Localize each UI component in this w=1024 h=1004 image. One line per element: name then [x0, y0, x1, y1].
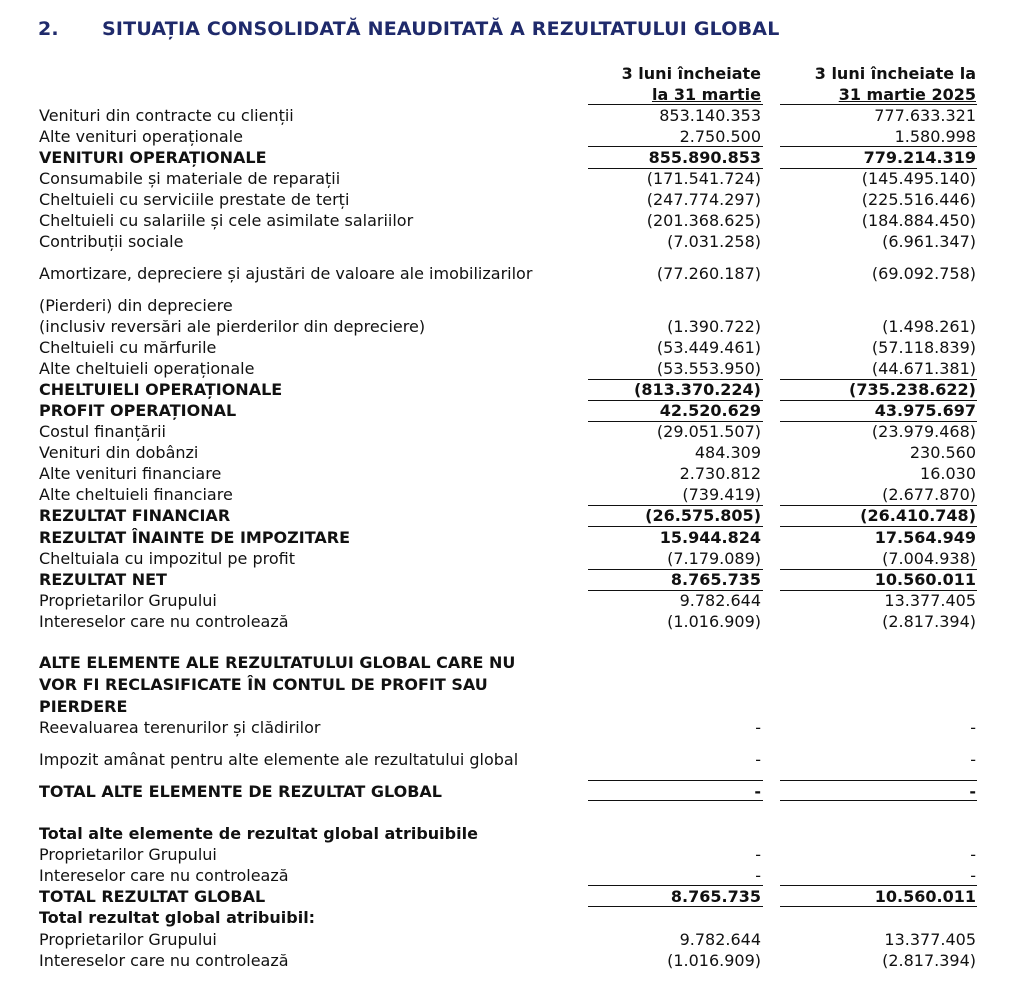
statement-row	[0, 749, 1024, 770]
column-rule	[588, 526, 763, 527]
value-prior-period: (1.498.261)	[882, 317, 976, 336]
value-current-period: (171.541.724)	[646, 169, 761, 188]
column-rule	[780, 400, 977, 401]
value-prior-period: 10.560.011	[874, 887, 976, 906]
row-label: VOR FI RECLASIFICATE ÎN CONTUL DE PROFIT SAU	[39, 675, 488, 694]
value-current-period: -	[755, 845, 761, 864]
statement-row	[0, 548, 1024, 569]
row-label: Total rezultat global atribuibil:	[39, 908, 316, 927]
statement-row	[0, 950, 1024, 971]
statement-row	[0, 929, 1024, 950]
column-rule	[780, 421, 977, 422]
value-current-period: (201.368.625)	[646, 211, 761, 230]
value-current-period: -	[754, 782, 761, 801]
value-current-period: 8.765.735	[670, 570, 761, 589]
value-prior-period: (225.516.446)	[861, 190, 976, 209]
row-label: (inclusiv reversări ale pierderilor din depreciere)	[39, 317, 426, 336]
row-label: Alte venituri operaționale	[39, 127, 243, 146]
statement-row	[0, 611, 1024, 632]
value-prior-period: (735.238.622)	[849, 380, 976, 399]
column-header-current-line2: la 31 martie	[651, 85, 761, 104]
column-rule	[588, 421, 763, 422]
statement-row	[0, 505, 1024, 526]
value-current-period: (1.016.909)	[667, 612, 761, 631]
row-label: Proprietarilor Grupului	[39, 591, 217, 610]
column-rule	[588, 906, 763, 907]
value-current-period: 42.520.629	[659, 401, 761, 420]
column-header-prior-line1: 3 luni încheiate la	[814, 64, 976, 83]
statement-row	[0, 168, 1024, 189]
value-prior-period: (44.671.381)	[871, 359, 976, 378]
column-rule	[588, 379, 763, 380]
row-label: Impozit amânat pentru alte elemente ale rezultatului global	[39, 750, 519, 769]
column-rule	[780, 379, 977, 380]
row-label: Consumabile și materiale de reparații	[39, 169, 341, 188]
value-prior-period: 1.580.998	[894, 127, 976, 146]
value-prior-period: (2.817.394)	[882, 951, 976, 970]
statement-row	[0, 400, 1024, 421]
statement-row	[0, 865, 1024, 886]
statement-row	[0, 379, 1024, 400]
column-rule	[588, 780, 763, 781]
statement-row	[0, 907, 1024, 928]
value-current-period: (1.390.722)	[667, 317, 761, 336]
row-label: Venituri din dobânzi	[39, 443, 199, 462]
statement-row	[0, 844, 1024, 865]
column-rule	[780, 505, 977, 506]
column-rule	[780, 104, 977, 105]
value-current-period: 8.765.735	[670, 887, 761, 906]
column-rule	[588, 590, 763, 591]
statement-row	[0, 105, 1024, 126]
column-rule	[780, 146, 977, 147]
statement-row	[0, 189, 1024, 210]
value-prior-period: (6.961.347)	[882, 232, 976, 251]
row-label: Contribuții sociale	[39, 232, 184, 251]
value-current-period: 853.140.353	[659, 106, 761, 125]
row-label: CHELTUIELI OPERAȚIONALE	[39, 380, 283, 399]
column-rule	[780, 800, 977, 801]
value-current-period: (1.016.909)	[667, 951, 761, 970]
value-current-period: (813.370.224)	[634, 380, 761, 399]
row-label: Alte cheltuieli financiare	[39, 485, 233, 504]
value-prior-period: (2.817.394)	[882, 612, 976, 631]
value-prior-period: (69.092.758)	[871, 264, 976, 283]
row-label: TOTAL ALTE ELEMENTE DE REZULTAT GLOBAL	[39, 782, 442, 801]
row-label: Cheltuiala cu impozitul pe profit	[39, 549, 295, 568]
statement-row	[0, 696, 1024, 717]
statement-row	[0, 421, 1024, 442]
column-rule	[588, 800, 763, 801]
value-prior-period: (26.410.748)	[860, 506, 976, 525]
value-current-period: (77.260.187)	[656, 264, 761, 283]
row-label: Venituri din contracte cu clienții	[39, 106, 294, 125]
value-prior-period: 13.377.405	[884, 930, 976, 949]
statement-row	[0, 263, 1024, 284]
statement-row	[0, 527, 1024, 548]
statement-row	[0, 823, 1024, 844]
column-rule	[588, 569, 763, 570]
statement-row	[0, 316, 1024, 337]
row-label: ALTE ELEMENTE ALE REZULTATULUI GLOBAL CARE NU	[39, 653, 516, 672]
row-label: Reevaluarea terenurilor și clădirilor	[39, 718, 321, 737]
value-prior-period: -	[970, 845, 976, 864]
row-label: REZULTAT NET	[39, 570, 167, 589]
row-label: REZULTAT ÎNAINTE DE IMPOZITARE	[39, 528, 351, 547]
row-label: Cheltuieli cu serviciile prestate de terți	[39, 190, 350, 209]
row-label: Cheltuieli cu salariile și cele asimilate salariilor	[39, 211, 414, 230]
column-rule	[780, 906, 977, 907]
statement-row	[0, 652, 1024, 673]
column-header-current-line1: 3 luni încheiate	[621, 64, 761, 83]
row-label: Proprietarilor Grupului	[39, 845, 217, 864]
statement-row	[0, 337, 1024, 358]
value-current-period: 15.944.824	[659, 528, 761, 547]
row-label: (Pierderi) din depreciere	[39, 296, 233, 315]
value-prior-period: 13.377.405	[884, 591, 976, 610]
section-heading: SITUAȚIA CONSOLIDATĂ NEAUDITATĂ A REZULTATULUI GLOBAL	[102, 18, 780, 40]
value-prior-period: (184.884.450)	[861, 211, 976, 230]
value-current-period: 2.730.812	[679, 464, 761, 483]
value-current-period: -	[755, 718, 761, 737]
value-prior-period: 10.560.011	[874, 570, 976, 589]
row-label: Intereselor care nu controlează	[39, 866, 289, 885]
value-prior-period: (23.979.468)	[871, 422, 976, 441]
statement-row	[0, 126, 1024, 147]
value-prior-period: 779.214.319	[863, 148, 976, 167]
row-label: PIERDERE	[39, 697, 128, 716]
value-current-period: 855.890.853	[648, 148, 761, 167]
value-current-period: (29.051.507)	[656, 422, 761, 441]
column-rule	[780, 569, 977, 570]
statement-row	[0, 484, 1024, 505]
row-label: VENITURI OPERAȚIONALE	[39, 148, 267, 167]
statement-row	[0, 231, 1024, 252]
column-rule	[588, 400, 763, 401]
value-current-period: (7.031.258)	[667, 232, 761, 251]
row-label: Cheltuieli cu mărfurile	[39, 338, 217, 357]
column-rule	[588, 885, 763, 886]
value-prior-period: (57.118.839)	[871, 338, 976, 357]
value-prior-period: -	[969, 782, 976, 801]
value-prior-period: -	[970, 718, 976, 737]
statement-row	[0, 886, 1024, 907]
value-prior-period: 777.633.321	[874, 106, 976, 125]
row-label: REZULTAT FINANCIAR	[39, 506, 231, 525]
value-current-period: (739.419)	[682, 485, 761, 504]
section-number: 2.	[38, 18, 59, 40]
value-prior-period: 230.560	[909, 443, 976, 462]
statement-row	[0, 590, 1024, 611]
column-header-prior-line2: 31 martie 2025	[838, 85, 976, 104]
row-label: Intereselor care nu controlează	[39, 612, 289, 631]
value-current-period: -	[755, 750, 761, 769]
statement-row	[0, 210, 1024, 231]
value-current-period: (7.179.089)	[667, 549, 761, 568]
column-rule	[780, 780, 977, 781]
value-prior-period: 17.564.949	[874, 528, 976, 547]
value-current-period: 2.750.500	[679, 127, 761, 146]
statement-row	[0, 463, 1024, 484]
statement-row	[0, 358, 1024, 379]
row-label: Alte venituri financiare	[39, 464, 222, 483]
column-rule	[780, 885, 977, 886]
row-label: Total alte elemente de rezultat global atribuibile	[39, 824, 478, 843]
value-prior-period: -	[970, 750, 976, 769]
value-prior-period: (145.495.140)	[861, 169, 976, 188]
value-prior-period: 43.975.697	[874, 401, 976, 420]
value-current-period: (26.575.805)	[645, 506, 761, 525]
value-current-period: (53.553.950)	[656, 359, 761, 378]
value-prior-period: (7.004.938)	[882, 549, 976, 568]
value-current-period: (53.449.461)	[656, 338, 761, 357]
statement-row	[0, 781, 1024, 802]
value-current-period: 9.782.644	[679, 591, 761, 610]
row-label: TOTAL REZULTAT GLOBAL	[39, 887, 266, 906]
row-label: Intereselor care nu controlează	[39, 951, 289, 970]
row-label: Proprietarilor Grupului	[39, 930, 217, 949]
statement-row	[0, 442, 1024, 463]
statement-row	[0, 147, 1024, 168]
value-prior-period: -	[970, 866, 976, 885]
statement-row	[0, 717, 1024, 738]
value-prior-period: 16.030	[920, 464, 976, 483]
column-rule	[588, 505, 763, 506]
row-label: Alte cheltuieli operaționale	[39, 359, 255, 378]
statement-row	[0, 674, 1024, 695]
row-label: PROFIT OPERAȚIONAL	[39, 401, 237, 420]
row-label: Costul finanțării	[39, 422, 166, 441]
column-rule	[780, 168, 977, 169]
value-prior-period: (2.677.870)	[882, 485, 976, 504]
column-rule	[588, 168, 763, 169]
value-current-period: (247.774.297)	[646, 190, 761, 209]
statement-row	[0, 295, 1024, 316]
row-label: Amortizare, depreciere și ajustări de valoare ale imobilizarilor	[39, 264, 533, 283]
column-rule	[588, 104, 763, 105]
column-rule	[588, 146, 763, 147]
value-current-period: 484.309	[694, 443, 761, 462]
column-rule	[780, 590, 977, 591]
value-current-period: -	[755, 866, 761, 885]
column-rule	[780, 526, 977, 527]
statement-row	[0, 569, 1024, 590]
value-current-period: 9.782.644	[679, 930, 761, 949]
